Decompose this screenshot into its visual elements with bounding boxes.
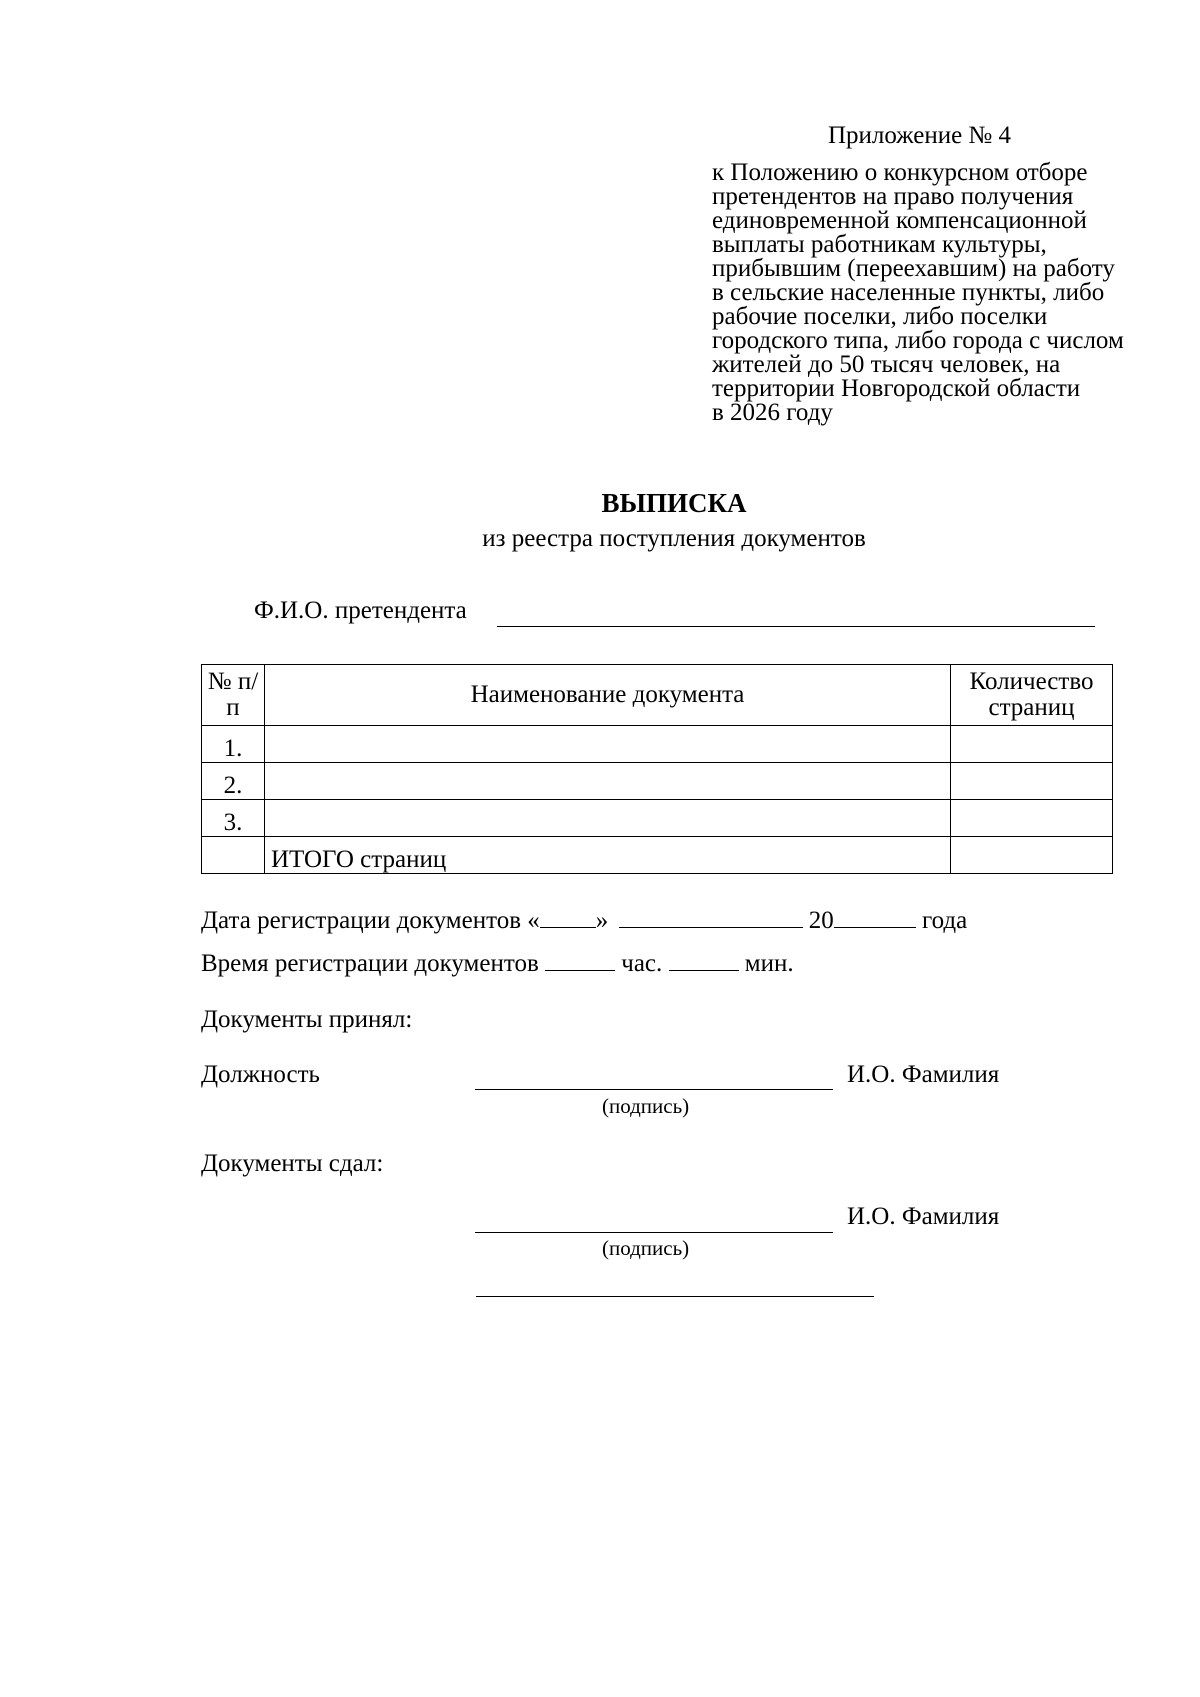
handed-name: И.О. Фамилия <box>847 1203 1000 1230</box>
appendix-line: единовременной компенсационной <box>712 207 1087 234</box>
appendix-text <box>712 161 1162 425</box>
closing-divider <box>476 1296 874 1297</box>
table-header-row <box>202 665 1113 726</box>
documents-table <box>201 664 1113 874</box>
row-page-count[interactable] <box>951 763 1113 800</box>
appendix-line: территории Новгородской области <box>712 375 1081 402</box>
date-month-field[interactable] <box>619 905 803 928</box>
fio-input-line[interactable] <box>497 626 1095 627</box>
header-name: Наименование документа <box>265 665 951 726</box>
fio-label: Ф.И.О. претендента <box>254 597 467 624</box>
appendix-line: в сельские населенные пункты, либо <box>712 279 1105 306</box>
date-close-quote: » <box>595 907 609 934</box>
time-hours-label: час. <box>621 950 663 977</box>
table-total-row <box>202 837 1113 874</box>
row-page-count[interactable] <box>951 726 1113 763</box>
row-document-name[interactable] <box>265 800 951 837</box>
time-hours-field[interactable] <box>545 948 615 971</box>
table-row <box>202 800 1113 837</box>
appendix-line: претендентов на право получения <box>712 183 1074 210</box>
total-page-count[interactable] <box>951 837 1113 874</box>
registration-time-label: Время регистрации документов <box>201 950 539 977</box>
appendix-line: рабочие поселки, либо поселки <box>712 303 1048 330</box>
table-row <box>202 726 1113 763</box>
registration-date-label: Дата регистрации документов « <box>201 907 540 934</box>
row-number: 1. <box>202 726 265 763</box>
date-year-field[interactable] <box>834 905 916 928</box>
handed-heading: Документы сдал: <box>201 1150 384 1177</box>
handed-signature-caption: (подпись) <box>602 1236 690 1260</box>
registration-time-line <box>201 948 794 979</box>
position-label: Должность <box>201 1061 320 1088</box>
accepted-signature-line[interactable] <box>475 1089 833 1090</box>
header-pages <box>951 665 1113 726</box>
date-year-prefix: 20 <box>808 907 834 934</box>
row-document-name[interactable] <box>265 763 951 800</box>
time-minutes-field[interactable] <box>669 948 739 971</box>
appendix-line: городского типа, либо города с числом <box>712 327 1124 354</box>
document-title: ВЫПИСКА <box>601 488 747 518</box>
appendix-line: в 2026 году <box>712 399 833 426</box>
total-num-cell <box>202 837 265 874</box>
header-pages-text: Количество страниц <box>969 668 1094 721</box>
document-subtitle: из реестра поступления документов <box>482 525 866 552</box>
appendix-title: Приложение № 4 <box>828 122 1012 149</box>
handed-signature-line[interactable] <box>475 1232 833 1233</box>
appendix-line: жителей до 50 тысяч человек, на <box>712 351 1061 378</box>
table-row <box>202 763 1113 800</box>
total-label: ИТОГО страниц <box>265 837 951 874</box>
date-year-suffix: года <box>922 907 968 934</box>
accepted-name: И.О. Фамилия <box>847 1061 1000 1088</box>
time-minutes-label: мин. <box>744 950 794 977</box>
accepted-signature-caption: (подпись) <box>602 1094 690 1118</box>
date-day-field[interactable] <box>540 905 596 928</box>
accepted-heading: Документы принял: <box>201 1006 413 1033</box>
row-number: 2. <box>202 763 265 800</box>
header-num <box>202 665 265 726</box>
row-number: 3. <box>202 800 265 837</box>
registration-date-line <box>201 905 967 936</box>
appendix-line: к Положению о конкурсном отборе <box>712 159 1088 186</box>
header-num-text: № п/п <box>207 668 259 721</box>
row-page-count[interactable] <box>951 800 1113 837</box>
appendix-line: прибывшим (переехавшим) на работу <box>712 255 1115 282</box>
row-document-name[interactable] <box>265 726 951 763</box>
appendix-line: выплаты работникам культуры, <box>712 231 1047 258</box>
